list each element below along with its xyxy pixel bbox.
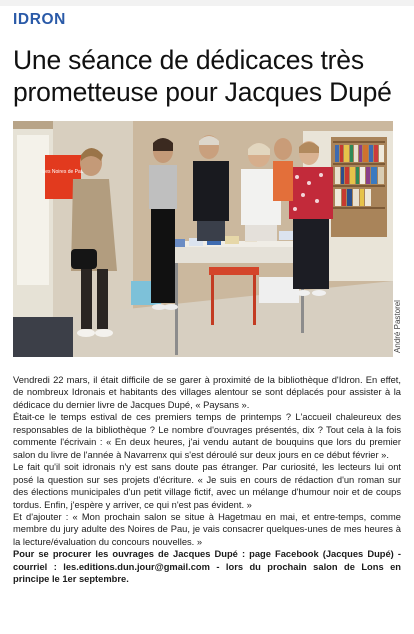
page-top-strip	[0, 0, 414, 6]
section-label: IDRON	[13, 11, 66, 28]
handbag	[71, 249, 97, 269]
paragraph: Était-ce le temps estival de ces premiers temps de printemps ? L'accueil chaleureux des responsables de la bibliothèque ? Le nombre d'ouvrages présentés, dix ? Tout cela à la fois commente l'écrivain : « En deux heures, j'ai vendu autant de bouquins que lors du premier salon du livre de l'année à Navarrenx qui s'est déroulé sur deux jours en ce début février ».	[13, 412, 401, 460]
photo-illustration	[13, 121, 393, 357]
door-mat	[13, 317, 73, 357]
paragraph: Le fait qu'il soit idronais n'y est sans doute pas étranger. Par curiosité, les lecteurs lui ont posé la question sur ses projets d'écriture. « Je suis en cours de rédaction d'un roman sur des élections municipales d'un petit village fictif, avec un mélange d'humour noir et de coups tordus. Enfin, j'espère y arriver, ce qui n'est pas évident. »	[13, 462, 401, 510]
photo-credit-text: André Pastorel	[392, 300, 402, 353]
article-body	[13, 374, 401, 586]
paragraph: Vendredi 22 mars, il était difficile de se garer à proximité de la bibliothèque d'Idron. En effet, de nombreux Idronais et habitants des villages alentour se sont déplacés pour assister à la dédicace du dernier livre de Jacques Dupé, « Paysans ».	[13, 375, 401, 410]
paragraph: Et d'ajouter : « Mon prochain salon se situe à Hagetmau en mai, et entre-temps, comme membre du jury adulte des Noires de Pau, je vais consacrer quelques-unes de mes heures à la lecture/évaluation du concours nouvelles. »	[13, 511, 401, 547]
article-photo	[13, 121, 393, 357]
closing-note: Pour se procurer les ouvrages de Jacques Dupé : page Facebook (Jacques Dupé) - courriel : les.editions.dun.jour@gmail.com - lors du prochain salon de Lons en principe le 1er septembre.	[13, 549, 401, 585]
poster-text: Les Noires de Pau	[42, 169, 84, 175]
article-headline: Une séance de dédicaces très prometteuse pour Jacques Dupé	[13, 45, 392, 107]
photo-credit	[393, 300, 413, 360]
signing-table	[163, 245, 313, 263]
